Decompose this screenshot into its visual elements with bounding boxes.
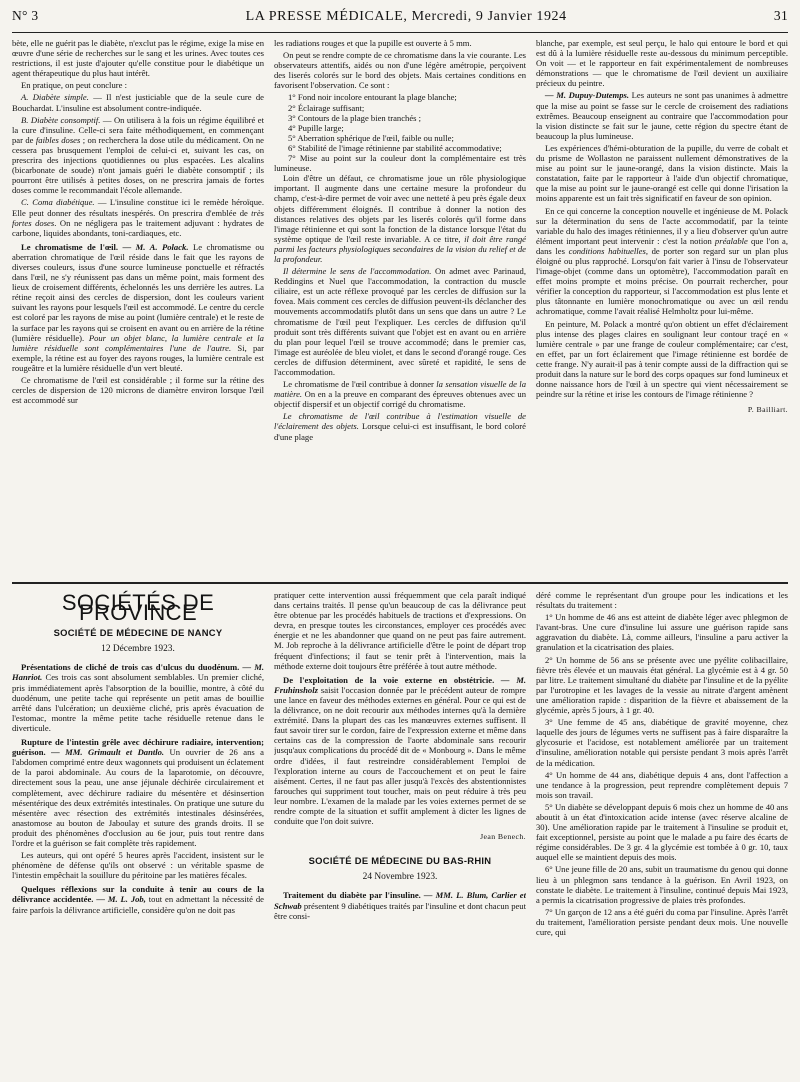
text: Le chromatisme ou aberration chromatique de l'œil réside dans le fait que les rayons de diverses couleurs, issus d'une source lumineuse ponctuelle et réfractés dans l'œil, ne s'y réunissent pas dans un même point, mais forment des lieux de croisement différents, échelonnés les uns derrière les autres. La rétine reçoit ainsi des cercles de dispersion, dont les couleurs varient suivant les rayons pour lesquels l'œil est accommodé. Le centre du cercle est coloré par les rayons de mise au point (lumière centrale) et le reste de la surface par les rayons qui se croisent en avant ou en arrière de la rétine (lumière résiduelle). xyxy=(12,241,264,343)
article-heading: Traitement du diabète par l'insuline. xyxy=(283,890,421,901)
paragraph xyxy=(12,197,264,237)
paragraph: blanche, par exemple, est seul perçu, le halo qui entoure le bord et qui est dû à la lumière résiduelle reste au-dessous du minimum perceptible. On voit — et le rapporteur en fait expérimentalement de nombreuses démonstrations — que le chromatisme de l'œil devient un auxiliaire précieux du peintre. xyxy=(536,38,788,89)
text: Lorsque celui-ci est insuffisant, le bord coloré d'une plage xyxy=(274,421,526,442)
paragraph xyxy=(274,890,526,920)
text: — Il n'est justiciable que de la seule cure de Bouchardat. L'insuline est absolument contre-indiquée. xyxy=(12,92,264,113)
paragraph: les radiations rouges et que la pupille est ouverte à 5 mm. xyxy=(274,38,472,48)
author: — MM. L. Blum, Carlier et Schwab xyxy=(274,890,526,911)
text: — L'insuline constitue ici le remède héroïque. Elle peut donner des résultats inespérés. On prescrira d'emblée de xyxy=(12,197,264,218)
text: En ce qui concerne la conception nouvelle et ingénieuse de M. Polack sur la détermination du sens de l'acte accommodatif, par la teinte variable du halo des images rétiniennes, il y a lieu d'observer qu'un autre élément important peut intervenir : c'est la notion xyxy=(536,205,788,246)
emphasis: très fortes doses xyxy=(12,207,264,228)
top-column-1 xyxy=(12,38,264,578)
list-item: 1° Un homme de 46 ans est atteint de diabète léger avec phlegmon de l'avant-bras. Une cure d'insuline lui assure une guérison rapide sans aggravation du diabète. Là, comme ailleurs, l'insuline a paru activer la granulation et la cicatrisation des plaies. xyxy=(536,612,788,653)
emphasis: préalable xyxy=(714,235,748,246)
section-title: SOCIÉTÉS DE PROVINCE xyxy=(61,590,215,626)
emphasis: il doit être rangé parmi les facteurs physiologiques secondaires de la vision du relief et de la profondeur. xyxy=(274,233,526,264)
emphasis: Le chromatisme de l'œil contribue à l'estimation visuelle de l'éclairement des objets. xyxy=(274,411,526,432)
paragraph: En pratique, on peut conclure : xyxy=(21,80,127,91)
text: Si, par exemple, la rétine est au foyer des rayons rouges, la lumière centrale est rougeâtre et la lumière résiduelle d'un vert bleuté. xyxy=(12,342,264,373)
session-date: 12 Décembre 1923. xyxy=(101,644,175,655)
text: présentent 9 diabétiques traités par l'insuline et dont chacun peut être consi- xyxy=(274,900,526,921)
author: — MM. Grimault et Dantlo. xyxy=(45,747,165,758)
text: saisit l'occasion donnée par le précédent auteur de rompre une lance en faveur des méthodes externes en général. Pour ce qui est de la délivrance, on ne doit recourir aux méthodes internes qu'à la dernière extrémité. Dans la plupart des cas les manœuvres externes suffisent. Il faut savoir tirer sur le cordon, faire de l'expression externe et même dans certains cas de la compression de l'aorte abdominale sans recourir jusqu'aux complications du procédé dit de « Monbourg ». Dans le même ordre d'idées, il faut restreindre considérablement l'emploi de l'exploration interne au cours de l'accouchement et on peut le faire aisément. Certes, il ne faut pas aller jusqu'à l'excès des abstentionnistes farouches qui suppriment tout toucher, mais on peut réduire à très peu leur nombre. L'examen de la malade par les voies externes permet de se rendre compte de la situation et suffit amplement à dicter les lignes de conduite que l'on doit suivre. xyxy=(274,684,526,827)
paragraph: Les auteurs, qui ont opéré 5 heures après l'accident, insistent sur le phénomène de défense qu'ils ont observé : un véritable spasme de l'intestin empêchait la souillure du péritoine par les matières fécales. xyxy=(12,850,264,881)
paragraph: Les expériences d'hémi-obturation de la pupille, du verre de cobalt et du prisme de Wollaston ne paraissent nullement démonstratives de la mise au point sur le jaune-orangé, dans la vision distincte. Mais la constatation, faite par le rapporteur à l'aide d'un objectif chromatique, que la mise au point sur le jaune-orangé est celle qui donne l'irisation la moins apparente est un fait très significatif en faveur de son opinion. xyxy=(536,142,788,204)
article-heading: De l'exploitation de la voie externe en obstétricie. xyxy=(283,674,495,685)
label: C. Coma diabétique. xyxy=(21,197,95,208)
text: Le chromatisme de l'œil contribue à donner xyxy=(283,379,437,390)
text: que l'on a, dans les xyxy=(536,235,788,256)
list-item: 4° Un homme de 44 ans, diabétique depuis 4 ans, dont l'affection a une tendance à la progression, peut reprendre complètement depuis 7 mois son travail. xyxy=(536,769,788,800)
article-heading: Présentations de cliché de trois cas d'ulcus du duodénum. xyxy=(21,662,240,673)
paragraph: En peinture, M. Polack a montré qu'on obtient un effet d'éclairement plus intense des plages claires en soulignant leur contour traçé en « lumière centrale » par une frange de couleur complémentaire; car c'est, en effet, par un fort éclairement que l'image rétinienne est bordée de cette frange. N'y aurait-il pas à tenir compte aussi de la diffraction qui se produit dans la nature sur le bord des corps opaques sur fond lumineux et donne naissance hors de l'œil à un spectre qui vient nécessairement se peindre sur la rétine et irise les contours de l'image rétinienne ? xyxy=(536,318,788,400)
session-date: 24 Novembre 1923. xyxy=(362,872,438,883)
list-item: 7° Mise au point sur la couleur dont la complémentaire est très lumineuse. xyxy=(274,153,526,174)
top-column-2 xyxy=(274,38,526,578)
emphasis: faibles doses xyxy=(35,134,81,145)
text: Loin d'être un défaut, ce chromatisme joue un rôle physiologique important. Il augmente dans une certaine mesure la profondeur du champ, c'est-à-dire permet de voir avec une netteté à peu près égale deux objets différemment éloignés. Il contribue à donner la notion des distances relatives des objets par les liserés colorés qu'il forme dans l'image rétinienne et qui sont la fonction de la distance lorsque l'état du système optique de l'œil reste invariable. A ce titre, xyxy=(274,173,526,244)
list-item: 2° Un homme de 56 ans se présente avec une pyélite colibacillaire, fièvre très élevée et un mauvais état général. La glycémie est à 4 gr. 50 par litre. Le traitement simultané du diabète par l'insuline et de la pyélite par l'urotropine et les lavages de la vessie au nitrate d'argent amènent une amélioration rapide : disparition de la fièvre et abaissement de la glycémie, après 5 jours, à 1 gr. 40. xyxy=(536,654,788,716)
list-item: 5° Un diabète se développant depuis 6 mois chez un homme de 40 ans aboutit à un état d'intoxication acide intense (avec réserve alcaline de 30). Une amélioration rapide par le traitement à l'insuline se produit et, fait exceptionnel, persiste au point que le malade a pu faire des écarts de régime considérables. De 3 gr. 4 la glycémie est tombée à 0 gr. 10, taux auquel elle se maintient depuis des mois. xyxy=(536,801,788,863)
paragraph xyxy=(536,206,788,317)
signature: Jean Benech. xyxy=(480,832,526,842)
text: ; on recherchera la dose utile du médicament. On ne cessera pas brusquement l'emploi de celui-ci et, suivant les cas, on prescrira des injections quotidiennes ou plus espacées. Les alcalins (bicarbonate de soude) n'ont jamais guéri le diabète consomptif ; ils pourront être utilisés à petites doses, on ne prescrira jamais de fortes doses comme le recommandait l'école allemande. xyxy=(12,134,264,196)
list-item: 4° Pupille large; xyxy=(288,122,344,133)
paragraph xyxy=(536,90,788,140)
paragraph xyxy=(12,242,264,373)
paragraph xyxy=(12,737,264,848)
paragraph xyxy=(274,266,526,377)
text: Les auteurs ne sont pas unanimes à admettre que la mise au point se fasse sur le cercle de croisement des radiations extrêmes. Beaucoup enseignent au contraire que l'accommodation pour la vision distincte se fait sur le jaune, cette région du spectre étant de beaucoup la plus lumineuse. xyxy=(536,90,788,141)
top-columns xyxy=(12,38,788,578)
author: — M. A. Polack. xyxy=(118,241,189,252)
page-header xyxy=(12,8,788,30)
bottom-columns xyxy=(12,590,788,1066)
paragraph xyxy=(12,662,264,733)
emphasis: conditions habituelles xyxy=(568,245,646,256)
list-item: 6° Une jeune fille de 20 ans, subit un traumatisme du genou qui donne lieu à un phlegmon sans tendance à la guérison. En Avril 1923, on constate le diabète. Le traitement à l'insuline, continué depuis Mai 1923, a permis la cicatrisation progressive de plaies très profondes. xyxy=(536,864,788,905)
newspaper-page xyxy=(12,0,788,1080)
paragraph: pratiquer cette intervention aussi fréquemment que cela paraît indiqué dans certains traités. Il pense qu'un beaucoup de cas la délivrance peut être obtenue par les procédés habituels de tractions et d'expressions. On devra, en presque toutes les circonstances, employer ces procédés avec énergie et ne les abandonner que quand on ne peut pas faire autrement. M. Job reproche à la délivrance artificielle d'être le point de départ trop fréquent d'infections; il faut se tenir prêt à l'intervention, mais la méthode externe doit toujours être préférée à tout autre méthode. xyxy=(274,590,526,671)
article-heading: Quelques réflexions sur la conduite à tenir au cours de la délivrance accidentée. xyxy=(12,884,264,905)
paragraph: déré comme le représentant d'un groupe pour les indications et les résultats du traitement : xyxy=(536,590,788,611)
list-item: 3° Contours de la plage bien tranchés ; xyxy=(288,112,422,123)
emphasis: Il détermine le sens de l'accommodation. xyxy=(283,266,432,277)
page-number: 31 xyxy=(773,8,788,23)
list-item: 1° Fond noir incolore entourant la plage blanche; xyxy=(288,92,457,103)
paragraph xyxy=(12,884,264,914)
article-heading: Le chromatisme de l'œil. xyxy=(21,241,119,252)
author: — M. Fruhinsholz xyxy=(274,674,526,695)
article-heading: Rupture de l'intestin grêle avec déchirure radiaire, intervention; guérison. xyxy=(12,737,264,758)
paragraph: Ce chromatisme de l'œil est considérable ; il forme sur la rétine des cercles de dispersion de 120 microns de diamètre environ lorsque l'œil est accommodé sur xyxy=(12,375,264,406)
list-item: 7° Un garçon de 12 ans a été guéri du coma par l'insuline. Après l'arrêt du traitement, l'amélioration persiste pendant deux mois. Une nouvelle cure, qui xyxy=(536,906,788,937)
text: . On ne négligera pas le traitement adjuvant : hydrates de carbone, liquides abondants, toni-cardiaques, etc. xyxy=(12,217,264,238)
paragraph xyxy=(274,675,526,826)
paragraph xyxy=(12,92,264,112)
list-item: 5° Aberration sphérique de l'œil, faible ou nulle; xyxy=(288,132,454,143)
label: B. Diabète consomptif. xyxy=(21,114,101,125)
text: — On utilisera à la fois un régime équilibré et la cure d'insuline. Celle-ci sera faite méthodiquement, en commençant par de xyxy=(12,114,264,145)
text: On admet avec Parinaud, Reddingins et Nuel que l'accommodation, la contraction du muscle ciliaire, est un acte réflexe provoqué par les cercles de diffusion sur la fovea. Mais comment ces cercles de diffusion peuvent-ils déclancher des mouvements accommodatifs plutôt dans un sens que dans un autre ? Le chromatisme de l'œil peut l'expliquer. Les cercles de diffusion qu'il produit sont très différents suivant que l'objet est en avant ou en arrière du plan pour lequel l'œil se trouve accommodé; dans le premier cas, l'image est auréolée de bleu violet, et dans le second d'orangé rouge. Ces cercles de diffusion déterminent, avec sûreté et rapidité, le sens de l'accommodation. xyxy=(274,266,526,377)
text: Ces trois cas sont absolument semblables. Un premier cliché, pris immédiatement après l'absorption de la bouillie, montre, à côté du duodénum, une petite tache qui représente un petit amas de bouillie arrêté dans l'ulcération; un deuxième cliché, pris après évacuation de l'estomac, montre la même petite tache résiduelle retenue dans le diverticule. xyxy=(12,672,264,733)
emphasis: la sensation visuelle de la matière. xyxy=(274,379,526,400)
conditions-list xyxy=(274,92,526,173)
bottom-column-2 xyxy=(274,590,526,1066)
list-item: 6° Stabilité de l'image rétinienne par stabilité accommodative; xyxy=(288,142,502,153)
paragraph xyxy=(274,411,526,441)
issue-number: N° 3 xyxy=(12,8,39,23)
journal-title: LA PRESSE MÉDICALE, Mercredi, 9 Janvier 1924 xyxy=(245,9,567,24)
bottom-column-3 xyxy=(536,590,788,1066)
paragraph xyxy=(12,115,264,196)
list-item: 2° Éclairage suffisant; xyxy=(288,102,365,113)
label: A. Diabète simple. xyxy=(21,92,89,103)
signature: P. Bailliart. xyxy=(747,405,788,415)
paragraph: bète, elle ne guérit pas le diabète, n'exclut pas le régime, exige la mise en œuvre d'une série de recherches sur le sang et les urines. Avec toutes ces restrictions, il est juste d'ajouter qu'elle constitue pour le diabétique un agent thérapeutique du plus haut intérêt. xyxy=(12,38,264,79)
section-rule xyxy=(12,582,788,584)
text: , de porter son regard sur un plan plus éloigné ou plus rapproché. Lorsqu'on fait varier à l'insu de l'observateur l'image-objet (comme dans un optomètre), l'accommodation paraît en effet moins prompte et moins précise. On pourrait rechercher, pour vérifier la conception du rapporteur, si l'accommodation est plus lente et plus tâtonnante en lumière monochromatique ou avec un œil rendu achromatique, comme l'avait réalisé Helmholtz pour lui-même. xyxy=(536,245,788,317)
author: — M. Hanriot. xyxy=(12,662,264,683)
author: — M. L. Job, xyxy=(93,894,146,905)
author: — M. Dupuy-Dutemps. xyxy=(545,90,630,101)
emphasis: Pour un objet blanc, la lumière centrale et la lumière résiduelle sont complémentaires l'une de l'autre. xyxy=(12,332,264,353)
paragraph: On peut se rendre compte de ce chromatisme dans la vie courante. Les observateurs attentifs, aidés ou non d'une légère amétropie, perçoivent des liserés colorés sur le bord des objets. Mais certaines conditions en favorisent l'observation. Ce sont : xyxy=(274,50,526,91)
society-heading: SOCIÉTÉ DE MÉDECINE DE NANCY xyxy=(53,627,223,639)
text: tout en admettant la nécessité de faire parfois la délivrance artificielle, considère qu'on ne doit pas xyxy=(12,894,264,915)
top-column-3 xyxy=(536,38,788,578)
paragraph xyxy=(274,379,526,409)
text: On en a la preuve en comparant des épreuves obtenues avec un objectif dispersif et un objectif corrigé du chromatisme. xyxy=(274,389,526,410)
list-item: 3° Une femme de 45 ans, diabétique de gravité moyenne, chez laquelle des jours de légumes verts ne suffisent pas à faire disparaître la glycosurie et l'acidose, est notablement améliorée par un traitement d'insuline, amélioration notable qui persiste pendant 3 mois après l'arrêt de la médication. xyxy=(536,717,788,768)
header-rule xyxy=(12,32,788,33)
bottom-column-1 xyxy=(12,590,264,1066)
society-heading: SOCIÉTÉ DE MÉDECINE DU BAS-RHIN xyxy=(308,855,492,867)
text: Un ouvrier de 26 ans a l'abdomen comprimé entre deux wagonnets qui produisent un éclatement de la paroi abdominale. Au cours de la laparotomie, on découvre, directement sous la peau, une anse jéjunale déchirée circulairement et complètement, avec déchirure radiaire du mésentère et désinsertion mésentérique des deux extrémités intestinales. On pratique une suture du mésentère avec résection des extrémités intestinales désinsérées, anastomose au bouton de Jaboulay et suture des grands droits. Il se produit des phénomènes d'occlusion au 6e jour, puis tout rentre dans l'ordre et la guérison se fait complète très rapidement. xyxy=(12,747,264,848)
paragraph xyxy=(274,173,526,264)
